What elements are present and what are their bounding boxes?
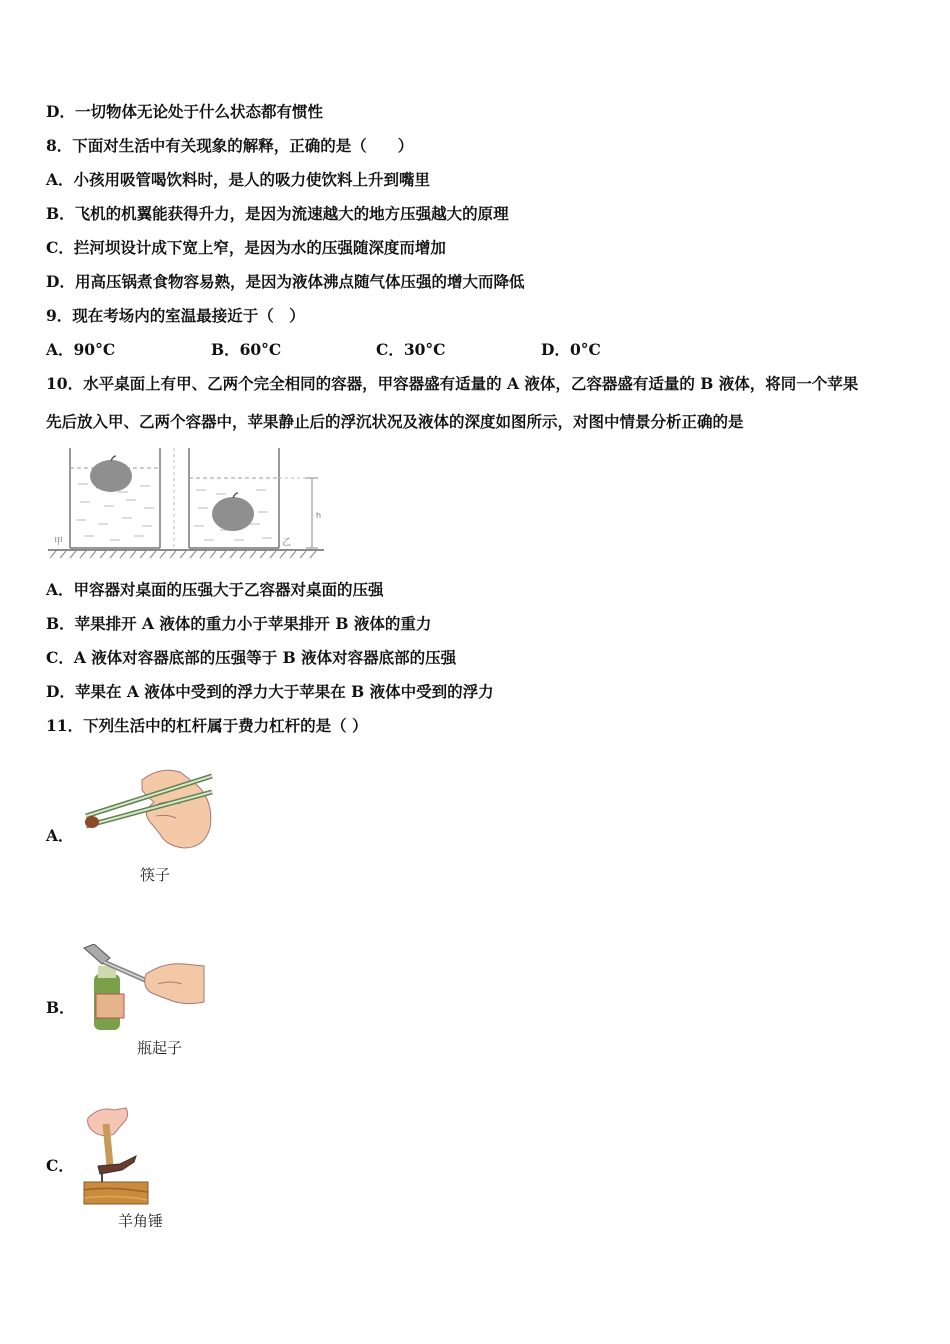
q8-option-d: D．用高压锅煮食物容易熟，是因为液体沸点随气体压强的增大而降低 xyxy=(46,272,525,291)
chopsticks-image xyxy=(80,764,216,854)
q11-option-c-label: C． xyxy=(46,1156,74,1175)
q9-option-b: B．60°C xyxy=(211,340,282,359)
q7-option-d: D．一切物体无论处于什么状态都有惯性 xyxy=(46,102,323,121)
bottle-opener-image xyxy=(80,944,208,1030)
label-yi: 乙 xyxy=(282,538,292,548)
q9-stem: 9．现在考场内的室温最接近于（ ） xyxy=(46,306,305,325)
q11-option-a-caption: 筷子 xyxy=(140,866,171,884)
q9-option-a: A．90°C xyxy=(46,340,116,359)
q10-option-a: A．甲容器对桌面的压强大于乙容器对桌面的压强 xyxy=(46,580,384,599)
q8-option-a: A．小孩用吸管喝饮料时，是人的吸力使饮料上升到嘴里 xyxy=(46,170,431,189)
apple-suspended xyxy=(212,497,254,531)
q11-option-c-caption: 羊角锤 xyxy=(118,1212,164,1230)
container-jia xyxy=(70,448,160,548)
q11-option-b-label: B． xyxy=(46,998,75,1017)
q8-option-b: B．飞机的机翼能获得升力，是因为流速越大的地方压强越大的原理 xyxy=(46,204,509,223)
claw-hammer-image xyxy=(80,1104,152,1208)
q10-containers-figure xyxy=(44,444,334,562)
label-h: h xyxy=(316,511,322,520)
q11-option-b-caption: 瓶起子 xyxy=(137,1039,183,1057)
q10-stem-line2: 先后放入甲、乙两个容器中，苹果静止后的浮沉状况及液体的深度如图所示，对图中情景分析正确的是 xyxy=(46,412,744,431)
q8-stem: 8．下面对生活中有关现象的解释，正确的是（ ） xyxy=(46,136,414,155)
q9-option-d: D．0°C xyxy=(541,340,601,359)
q8-option-c: C．拦河坝设计成下宽上窄，是因为水的压强随深度而增加 xyxy=(46,238,446,257)
q9-option-c: C．30°C xyxy=(376,340,446,359)
q10-option-b: B．苹果排开 A 液体的重力小于苹果排开 B 液体的重力 xyxy=(46,614,432,633)
q10-option-d: D．苹果在 A 液体中受到的浮力大于苹果在 B 液体中受到的浮力 xyxy=(46,682,494,701)
apple-floating xyxy=(90,460,132,492)
container-yi xyxy=(189,448,279,548)
q11-option-a-label: A． xyxy=(46,826,74,845)
label-jia: 甲 xyxy=(54,537,64,547)
q10-option-c: C．A 液体对容器底部的压强等于 B 液体对容器底部的压强 xyxy=(46,648,457,667)
q10-stem-line1: 10．水平桌面上有甲、乙两个完全相同的容器，甲容器盛有适量的 A 液体，乙容器盛有适量的 B 液体，将同一个苹果 xyxy=(46,374,859,393)
q11-stem: 11．下列生活中的杠杆属于费力杠杆的是（ ） xyxy=(46,716,368,735)
